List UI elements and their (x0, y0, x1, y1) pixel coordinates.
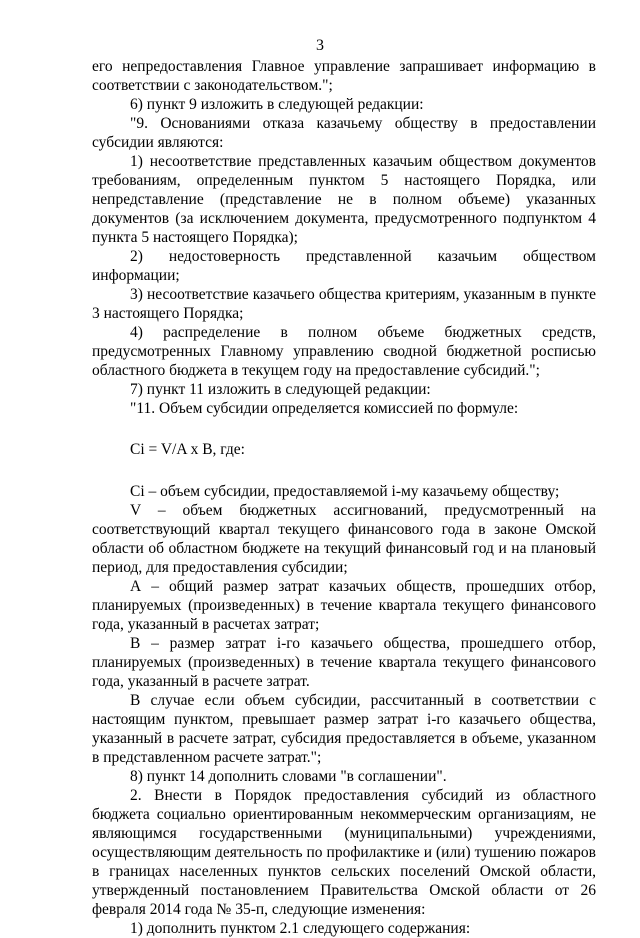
paragraph: "11. Объем субсидии определяется комиссией по формуле: (130, 400, 519, 417)
paragraph: "9. Основаниями отказа казачьему обществу в предоставлении субсидии являются: (92, 115, 596, 151)
paragraph: В – размер затрат i-го казачьего общества, прошедшего отбор, планируемых (произведенных) в течение квартала текущего финансового года, указанный в расчете затрат. (92, 635, 596, 690)
paragraph: его непредоставления Главное управление запрашивает информацию в соответствии с законодательством."; (92, 58, 596, 94)
paragraph: 2. Внести в Порядок предоставления субсидий из областного бюджета социально ориентированным некоммерческим организациям, не являющимся государственными (муниципальными) учреждениями, осуществляющим деятельность по профилактике и (или) тушению пожаров в границах населенных пунктов сельских поселений Омской области, утвержденный постановлением Правительства Омской области от 26 февраля 2014 года № 35-п, следующие изменения: (92, 787, 596, 918)
paragraph: 2) недостоверность представленной казачьим обществом информации; (92, 248, 596, 284)
document-body (92, 57, 596, 938)
page-number: 3 (316, 37, 324, 54)
paragraph: Ci – объем субсидии, предоставляемой i-му казачьему обществу; (130, 483, 560, 500)
paragraph: V – объем бюджетных ассигнований, предусмотренный на соответствующий квартал текущего финансового года в законе Омской области об областном бюджете на текущий финансовый год и на плановый период, для предоставления субсидии; (92, 502, 596, 576)
paragraph: 4) распределение в полном объеме бюджетных средств, предусмотренных Главному управлению сводной бюджетной росписью областного бюджета в текущем году на предоставление субсидий."; (92, 324, 596, 379)
formula: Ci = V/A x B, где: (130, 441, 245, 458)
paragraph: 3) несоответствие казачьего общества критериям, указанным в пункте 3 настоящего Порядка; (92, 286, 596, 322)
paragraph: 1) несоответствие представленных казачьим обществом документов требованиям, определенным пунктом 5 настоящего Порядка, или непредставление (представление не в полном объеме) указанных документов (за исключением документа, предусмотренного подпунктом 4 пункта 5 настоящего Порядка); (92, 153, 596, 246)
paragraph: 6) пункт 9 изложить в следующей редакции: (130, 96, 424, 113)
paragraph: 8) пункт 14 дополнить словами "в соглашении". (130, 768, 447, 785)
paragraph: А – общий размер затрат казачьих обществ, прошедших отбор, планируемых (произведенных) в течение квартала текущего финансового года, указанный в расчетах затрат; (92, 578, 596, 633)
paragraph: 7) пункт 11 изложить в следующей редакции: (130, 381, 431, 398)
paragraph: В случае если объем субсидии, рассчитанный в соответствии с настоящим пунктом, превышает размер затрат i-го казачьего общества, указанный в расчете затрат, субсидия предоставляется в объеме, указанном в представленном расчете затрат."; (92, 692, 596, 766)
paragraph: 1) дополнить пунктом 2.1 следующего содержания: (130, 920, 471, 937)
